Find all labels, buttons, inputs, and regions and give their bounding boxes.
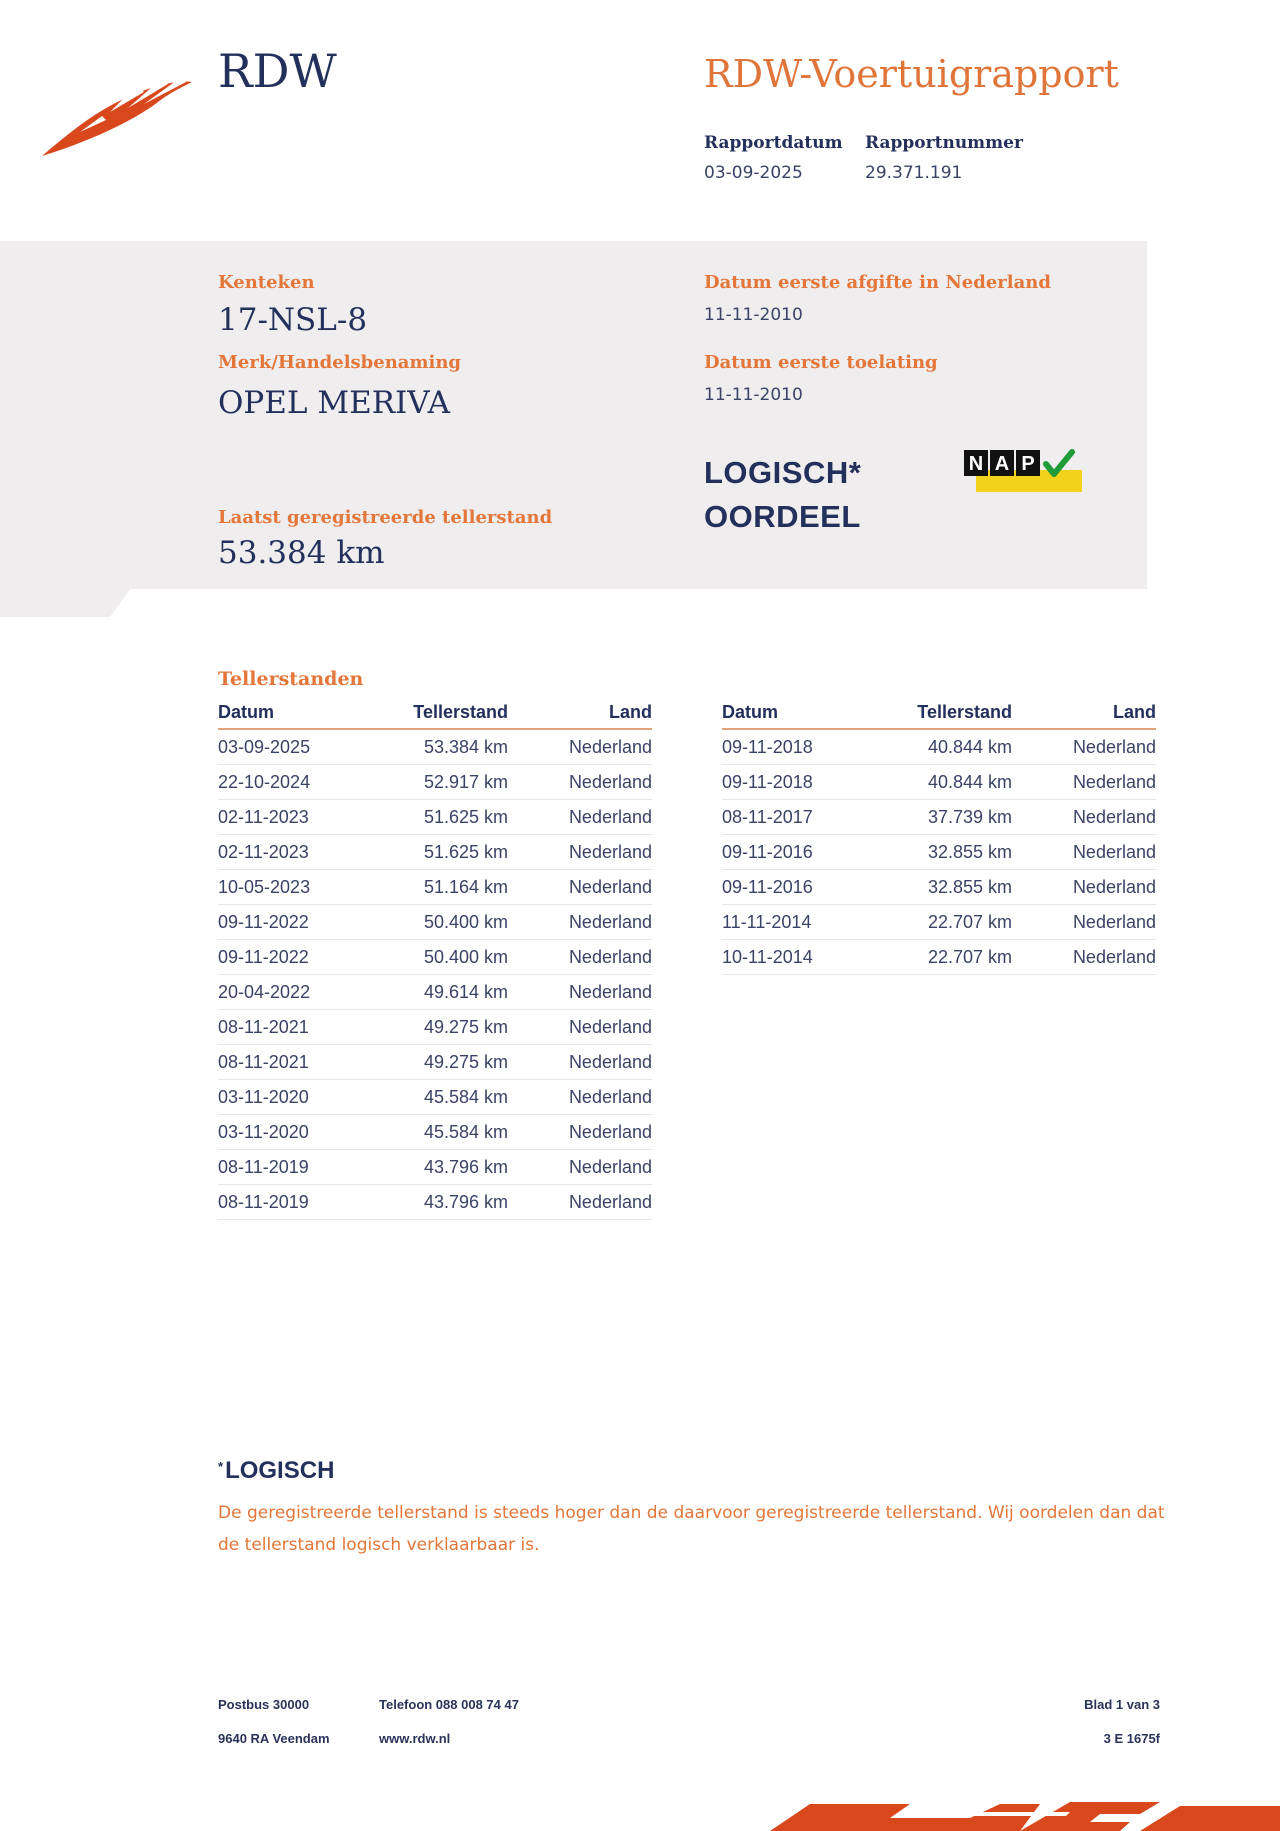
verdict-line-2: OORDEEL	[704, 499, 861, 534]
footer-doc-code: 3 E 1675f	[1103, 1731, 1160, 1746]
brand-name: RDW	[218, 44, 337, 98]
reading-date: 08-11-2019	[218, 1150, 368, 1185]
reading-date: 02-11-2023	[218, 800, 368, 835]
footer-website-link[interactable]: www.rdw.nl	[379, 1731, 451, 1746]
reading-date: 11-11-2014	[722, 905, 872, 940]
reading-date: 02-11-2023	[218, 835, 368, 870]
readings-table-right	[722, 700, 1156, 975]
nap-letter-a: A	[994, 453, 1010, 475]
decorative-stripes	[740, 1796, 1280, 1831]
footer-address: 9640 RA Veendam	[218, 1731, 330, 1746]
reading-odometer: 51.164 km	[368, 870, 508, 905]
reading-odometer: 45.584 km	[368, 1115, 508, 1150]
odometer-label: Laatst geregistreerde tellerstand	[218, 507, 553, 528]
report-date-label: Rapportdatum	[704, 133, 843, 153]
reading-odometer: 40.844 km	[872, 729, 1012, 765]
table-row	[218, 1010, 652, 1045]
reading-date: 20-04-2022	[218, 975, 368, 1010]
reading-country: Nederland	[1012, 940, 1156, 975]
table-row	[218, 729, 652, 765]
reading-country: Nederland	[1012, 729, 1156, 765]
nap-letter-p: P	[1021, 453, 1035, 475]
reading-country: Nederland	[508, 1010, 652, 1045]
reading-country: Nederland	[508, 1080, 652, 1115]
vehicle-summary-panel	[0, 241, 1147, 589]
col-odometer-header: Tellerstand	[872, 700, 1012, 729]
reading-odometer: 43.796 km	[368, 1185, 508, 1220]
make-label: Merk/Handelsbenaming	[218, 352, 462, 373]
table-row	[218, 940, 652, 975]
reading-country: Nederland	[508, 1150, 652, 1185]
reading-odometer: 49.275 km	[368, 1010, 508, 1045]
reading-odometer: 22.707 km	[872, 905, 1012, 940]
reading-date: 08-11-2021	[218, 1010, 368, 1045]
panel-notch	[0, 589, 130, 619]
reading-date: 09-11-2018	[722, 765, 872, 800]
reading-odometer: 32.855 km	[872, 870, 1012, 905]
verdict-line-1: LOGISCH*	[704, 455, 862, 490]
table-row	[218, 800, 652, 835]
reading-country: Nederland	[1012, 765, 1156, 800]
reading-odometer: 51.625 km	[368, 800, 508, 835]
table-row	[218, 1150, 652, 1185]
report-title: RDW-Voertuigrapport	[704, 52, 1119, 96]
reading-country: Nederland	[1012, 835, 1156, 870]
reading-country: Nederland	[508, 905, 652, 940]
reading-country: Nederland	[1012, 800, 1156, 835]
reading-country: Nederland	[508, 1045, 652, 1080]
reading-odometer: 43.796 km	[368, 1150, 508, 1185]
reading-country: Nederland	[508, 940, 652, 975]
first-issue-label: Datum eerste afgifte in Nederland	[704, 272, 1051, 293]
reading-country: Nederland	[508, 800, 652, 835]
footer-phone: Telefoon 088 008 74 47	[379, 1697, 519, 1712]
reading-date: 08-11-2017	[722, 800, 872, 835]
reading-date: 09-11-2022	[218, 940, 368, 975]
nap-letter-n: N	[968, 453, 984, 475]
reading-odometer: 32.855 km	[872, 835, 1012, 870]
col-country-header: Land	[1012, 700, 1156, 729]
table-row	[218, 905, 652, 940]
plate-value: 17-NSL-8	[218, 302, 368, 338]
col-odometer-header: Tellerstand	[368, 700, 508, 729]
reading-odometer: 50.400 km	[368, 940, 508, 975]
report-number-label: Rapportnummer	[865, 133, 1023, 153]
footnote-heading: LOGISCH	[225, 1457, 335, 1484]
reading-country: Nederland	[508, 975, 652, 1010]
col-country-header: Land	[508, 700, 652, 729]
plate-label: Kenteken	[218, 272, 315, 293]
reading-date: 09-11-2016	[722, 835, 872, 870]
reading-odometer: 52.917 km	[368, 765, 508, 800]
report-date: 03-09-2025	[704, 163, 803, 183]
footnote-title	[218, 1457, 334, 1485]
table-row	[218, 1080, 652, 1115]
reading-country: Nederland	[1012, 870, 1156, 905]
odometer-value: 53.384 km	[218, 535, 385, 571]
first-admission-label: Datum eerste toelating	[704, 352, 938, 373]
table-row	[218, 765, 652, 800]
readings-table-left	[218, 700, 652, 1220]
reading-date: 08-11-2021	[218, 1045, 368, 1080]
table-row	[218, 1045, 652, 1080]
reading-odometer: 50.400 km	[368, 905, 508, 940]
footer-page-number: Blad 1 van 3	[1084, 1697, 1160, 1712]
reading-odometer: 49.614 km	[368, 975, 508, 1010]
reading-odometer: 51.625 km	[368, 835, 508, 870]
nap-badge	[964, 448, 1084, 494]
reading-date: 08-11-2019	[218, 1185, 368, 1220]
table-row	[722, 835, 1156, 870]
reading-date: 03-09-2025	[218, 729, 368, 765]
reading-date: 03-11-2020	[218, 1115, 368, 1150]
reading-date: 09-11-2016	[722, 870, 872, 905]
first-admission-value: 11-11-2010	[704, 385, 803, 405]
reading-odometer: 53.384 km	[368, 729, 508, 765]
footnote-marker: *	[218, 1459, 224, 1474]
reading-odometer: 45.584 km	[368, 1080, 508, 1115]
table-row	[218, 870, 652, 905]
reading-country: Nederland	[508, 765, 652, 800]
reading-country: Nederland	[508, 870, 652, 905]
rdw-logo-icon	[40, 72, 200, 162]
readings-title: Tellerstanden	[218, 668, 364, 690]
table-row	[722, 729, 1156, 765]
reading-country: Nederland	[508, 729, 652, 765]
table-row	[722, 870, 1156, 905]
reading-country: Nederland	[1012, 905, 1156, 940]
reading-date: 10-11-2014	[722, 940, 872, 975]
table-row	[218, 975, 652, 1010]
col-date-header: Datum	[722, 700, 872, 729]
reading-odometer: 22.707 km	[872, 940, 1012, 975]
reading-date: 22-10-2024	[218, 765, 368, 800]
reading-odometer: 40.844 km	[872, 765, 1012, 800]
table-row	[218, 1115, 652, 1150]
footnote-text: De geregistreerde tellerstand is steeds hoger dan de daarvoor geregistreerde tellerstand. Wij oordelen dan dat de tellerstand logisch verklaarbaar is.	[218, 1503, 1165, 1555]
first-issue-value: 11-11-2010	[704, 305, 803, 325]
table-row	[722, 800, 1156, 835]
reading-date: 09-11-2018	[722, 729, 872, 765]
col-date-header: Datum	[218, 700, 368, 729]
table-row	[722, 765, 1156, 800]
reading-date: 10-05-2023	[218, 870, 368, 905]
reading-country: Nederland	[508, 1115, 652, 1150]
reading-odometer: 49.275 km	[368, 1045, 508, 1080]
reading-date: 09-11-2022	[218, 905, 368, 940]
reading-odometer: 37.739 km	[872, 800, 1012, 835]
table-row	[218, 1185, 652, 1220]
table-row	[218, 835, 652, 870]
reading-country: Nederland	[508, 1185, 652, 1220]
footer-postbus: Postbus 30000	[218, 1697, 310, 1712]
table-row	[722, 940, 1156, 975]
table-row	[722, 905, 1156, 940]
make-value: OPEL MERIVA	[218, 385, 450, 421]
reading-date: 03-11-2020	[218, 1080, 368, 1115]
report-number: 29.371.191	[865, 163, 963, 183]
reading-country: Nederland	[508, 835, 652, 870]
